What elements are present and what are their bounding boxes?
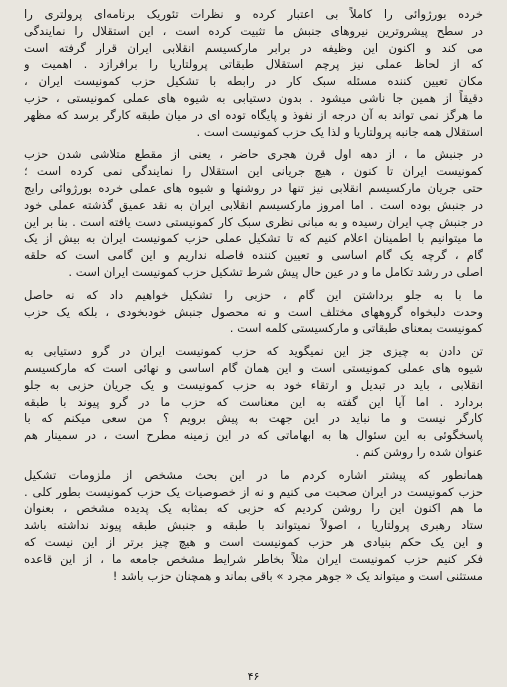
text-line: مستثنی است و میتواند یک « جوهر مجرد » باقی بماند و همچنان حزب باشد !	[112, 568, 483, 583]
text-line: تن دادن به چیزی جز این نمیگوید که حزب کمونیست ایران در گرو دستیابی به	[24, 344, 483, 359]
text-line: در جنبش بوده است . اما امروز مارکسیسم انقلابی ایران به نقد عمیق گذشته عملی خود	[24, 197, 483, 212]
text-line: استقلال همه جانبه پرولتاریا و لذا یک حزب کمونیست است .	[196, 124, 483, 139]
text-line: مکان تعیین کننده مسئله سبک کار در رابطه با تشکیل حزب کمونیست ایران ،	[24, 74, 483, 89]
text-line: اصلی در رشد تکامل ما و در عین حال پیش شرط تشکیل حزب کمونیست ایران است .	[68, 264, 483, 279]
text-line: ستاد رهبری پرولتاریا ، اصولاً نمیتواند با طبقه و جنبش طبقه پیوند نداشته باشد	[24, 518, 483, 533]
text-line: دقیقاً از همین جا ناشی میشود . بدون دستیابی به شیوه های عملی کمونیستی ، حزب	[24, 90, 483, 105]
text-line: خرده بورژوائی را کاملاً بی اعتبار کرده و نظرات تئوریک برنامه‌ای پرولتری را	[24, 7, 483, 21]
text-line: ما هرگز نمی تواند به آن درجه از نفوذ و پایگاه توده ای در میان طبقه کارگر برسد که مظهر	[24, 107, 483, 122]
text-line: فکر کنیم حزب کمونیست ایران مثلاً بخاطر شرایط مشخص جامعه ما ، از این قاعده	[24, 551, 483, 566]
text-line: گام ، گرچه یک گام اساسی و تعیین کننده فاصله نداریم و این گامی است که حلقه	[24, 248, 483, 263]
text-line: همانطور که پیشتر اشاره کردم ما در این بحث مشخص از ملزومات تشکیل	[24, 467, 483, 482]
text-line: که از لحاظ عملی نیز پرچم استقلال طبقاتی پرولتاریا را برافرازد . اهمیت و	[24, 57, 483, 72]
paragraph-1	[24, 6, 483, 140]
text-line: در سطح پیشروترین نیروهای جنبش ما تثبیت کرده است ، این استقلال را نمایندگی	[24, 23, 483, 38]
paragraph-5	[24, 467, 483, 585]
text-line: حزب کمونیست در ایران صحبت می کنیم و نه از خصوصیات یک حزب کمونیست بطور کلی .	[24, 484, 483, 499]
text-line: عنوان شده را روشن کنم .	[355, 444, 483, 459]
text-line: کارگر نیست و ما نباید در این جهت به پیش برویم ؟ من سعی میکنم که با	[24, 411, 483, 426]
text-line: شیوه های عملی کمونیستی است و این همان گام اساسی و نهائی است که مارکسیسم	[24, 360, 483, 375]
text-line: در جنبش چپ ایران رسیده و به مبانی نظری سبک کار کمونیستی دست یافته است . بنا بر این	[24, 214, 483, 229]
text-line: کمونیست ایران تا کنون ، هیچ جریانی این استقلال را نمایندگی نمی کرده است ؛	[24, 164, 483, 179]
text-line: پاسخگوئی به این سئوال ها به ابهاماتی که در این زمینه مطرح است ، در سمینار هم	[24, 428, 483, 443]
paragraph-4	[24, 343, 483, 461]
text-line: ما میتوانیم با اطمینان اعلام کنیم که تا تشکیل عملی حزب کمونیست ایران به بیش از یک	[24, 231, 483, 246]
text-line: کمونیست بمعنای طبقاتی و مارکسیستی کلمه است .	[229, 321, 483, 336]
text-line: وحدت دلبخواه گروههای مختلف است و نه محصول جنبش خودبخودی ، بلکه یک حزب	[24, 304, 483, 319]
paragraph-3	[24, 287, 483, 337]
text-line: حتی جریان مارکسیسم انقلابی نیز تنها در روشنها و شیوه های عملی خرده بورژوائی رایج	[24, 180, 483, 195]
text-line: انقلابی ، باید در تبدیل و ارتقاء خود به حزب کمونیست و یک جریان حزبی به جلو	[24, 377, 483, 392]
text-line: می کند و اکنون این وظیفه در برابر مارکسیسم انقلابی ایران قرار گرفته است	[24, 40, 483, 55]
text-line: در جنبش ما ، از دهه اول قرن هجری حاضر ، یعنی از مقطع متلاشی شدن حزب	[24, 147, 483, 162]
text-line: و این یک حکم بنیادی هر حزب کمونیست است و هیچ چیز برتر از این نیست که	[24, 534, 483, 549]
paragraph-2	[24, 146, 483, 280]
page-number: ۴۶	[247, 670, 260, 683]
text-line: ما با به جلو برداشتن این گام ، حزبی را تشکیل خواهیم داد که نه حاصل	[24, 287, 483, 302]
text-line: ما هم اکنون این را روشن کردیم که حزبی که بمثابه یک پدیده مشخص ، بعنوان	[24, 501, 483, 516]
text-line: بردارد . اما آیا این گفته به این معناست که حزب ما در گرو پیوند با طبقه	[24, 394, 483, 409]
